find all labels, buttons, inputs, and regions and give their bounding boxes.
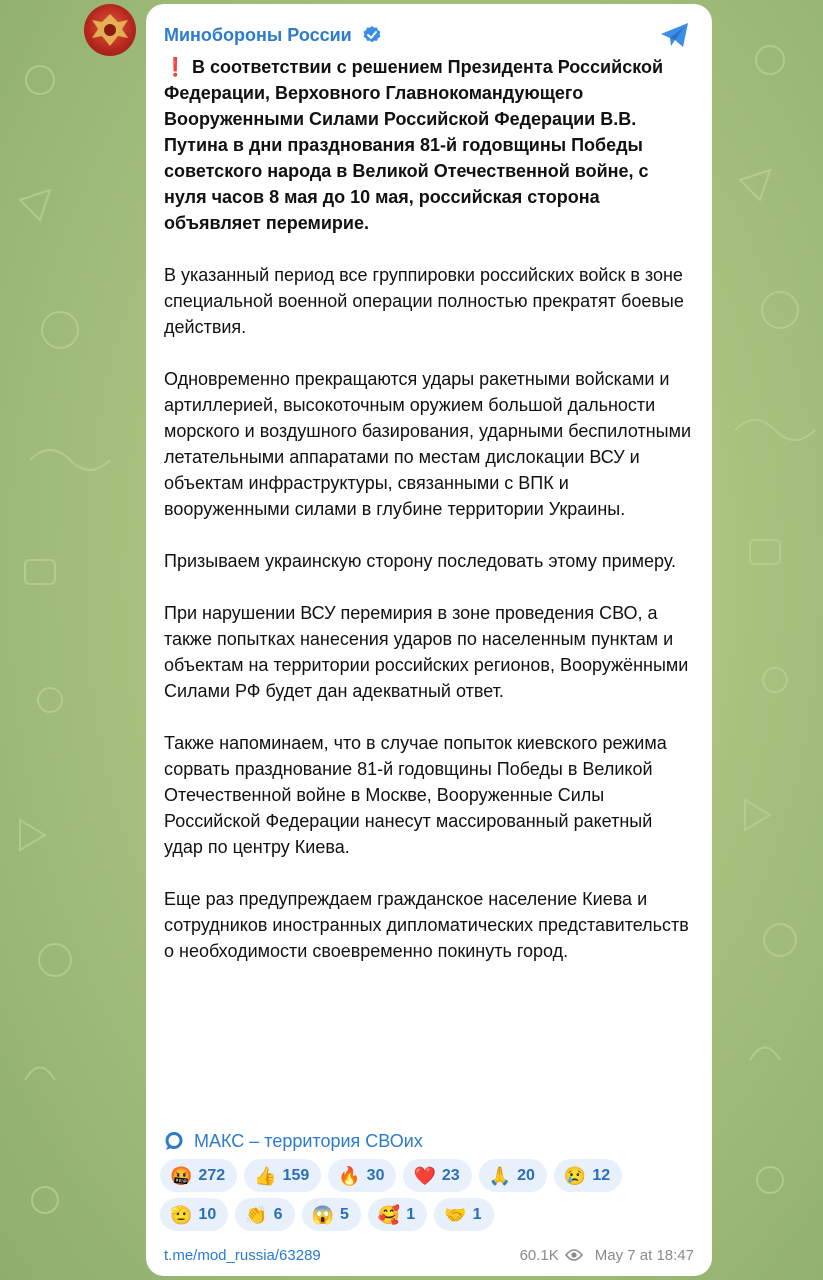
reaction-count: 1	[472, 1205, 482, 1223]
smiling-hearts-icon: 🥰	[377, 1204, 401, 1225]
post-paragraph: При нарушении ВСУ перемирия в зоне проведения СВО, а также попытках нанесения ударов по населенным пунктам и объектам на территории российских регионов, Вооружёнными Силами РФ будет дан адекватный ответ.	[164, 603, 689, 701]
post-text	[164, 54, 694, 990]
emblem-icon	[84, 4, 136, 56]
reaction-chip[interactable]	[554, 1159, 622, 1192]
reaction-count: 20	[517, 1166, 535, 1184]
post-paragraph: Призываем украинскую сторону последовать этому примеру.	[164, 551, 677, 571]
reaction-count: 12	[592, 1166, 611, 1184]
fire-icon: 🔥	[338, 1165, 361, 1186]
reactions-row-2	[160, 1198, 700, 1231]
message-footer	[164, 1244, 694, 1266]
max-link[interactable]	[164, 1128, 423, 1154]
angry-face-icon: 🤬	[170, 1165, 193, 1186]
salute-icon: 🫡	[170, 1204, 193, 1225]
post-paragraph: Одновременно прекращаются удары ракетными войсками и артиллерией, высокоточным оружием большой дальности морского и воздушного базирования, ударными беспилотными летательными аппаратами по местам дислокации ВСУ и объектам инфраструктуры, связанными с ВПК и вооруженными силами в глубине территории Украины.	[164, 369, 692, 519]
reaction-count: 6	[273, 1205, 283, 1223]
screaming-face-icon: 😱	[311, 1204, 334, 1225]
channel-name[interactable]: Минобороны России	[164, 25, 352, 45]
reaction-count: 30	[366, 1166, 385, 1184]
eye-icon	[565, 1249, 583, 1261]
reaction-chip[interactable]	[244, 1159, 321, 1192]
post-date: May 7 at 18:47	[594, 1246, 694, 1264]
telegram-icon[interactable]	[660, 22, 690, 48]
thumbs-up-icon: 👍	[254, 1165, 277, 1186]
reaction-chip[interactable]	[328, 1159, 396, 1192]
reactions-row-1	[160, 1159, 700, 1192]
reaction-count: 23	[441, 1166, 460, 1184]
reaction-chip[interactable]	[235, 1198, 294, 1231]
reaction-chip[interactable]	[160, 1198, 228, 1231]
exclamation-icon: ❗	[164, 57, 187, 77]
clapping-hands-icon: 👏	[245, 1204, 268, 1225]
post-link[interactable]: t.me/mod_russia/63289	[164, 1246, 321, 1264]
channel-avatar[interactable]	[84, 4, 136, 56]
reaction-count: 159	[282, 1166, 310, 1184]
reaction-count: 1	[406, 1205, 416, 1223]
reaction-count: 272	[198, 1166, 226, 1184]
post-paragraph: Также напоминаем, что в случае попыток киевского режима сорвать празднование 81-й годовщины Победы в Великой Отечественной войне в Москве, Вооруженные Силы Российской Федерации нанесут массированный ракетный удар по центру Киева.	[164, 733, 667, 857]
post-paragraph-lead: ❗ В соответствии с решением Президента Российской Федерации, Верховного Главнокомандующего Вооруженными Силами Российской Федерации В.В. Путина в дни празднования 81-й годовщины Победы советского народа в Великой Отечественной войне, с нуля часов 8 мая до 10 мая, российская сторона объявляет перемирие.	[164, 54, 694, 236]
post-paragraph: Еще раз предупреждаем гражданское население Киева и сотрудников иностранных дипломатических представительств о необходимости своевременно покинуть город.	[164, 889, 689, 961]
chat-bubble-icon	[164, 1131, 184, 1151]
reaction-count: 5	[339, 1205, 349, 1223]
handshake-icon: 🤝	[444, 1204, 467, 1225]
crying-face-icon: 😢	[563, 1165, 587, 1186]
reaction-chip[interactable]	[403, 1159, 471, 1192]
post-paragraph: В указанный период все группировки российских войск в зоне специальной военной операции полностью прекратят боевые действия.	[164, 265, 684, 337]
view-count: 60.1K	[519, 1246, 559, 1264]
message-card	[146, 4, 712, 1276]
reaction-chip[interactable]	[302, 1198, 361, 1231]
reaction-chip[interactable]	[160, 1159, 237, 1192]
folded-hands-icon: 🙏	[488, 1165, 512, 1186]
reaction-count: 10	[198, 1205, 217, 1223]
message-header	[164, 20, 694, 50]
verified-badge-icon	[362, 25, 382, 45]
reaction-chip[interactable]	[368, 1198, 427, 1231]
heart-icon: ❤️	[413, 1165, 436, 1186]
reactions-bar	[160, 1159, 700, 1237]
max-link-text: МАКС – территория СВОих	[194, 1130, 423, 1151]
reaction-chip[interactable]	[479, 1159, 547, 1192]
reaction-chip[interactable]	[434, 1198, 493, 1231]
